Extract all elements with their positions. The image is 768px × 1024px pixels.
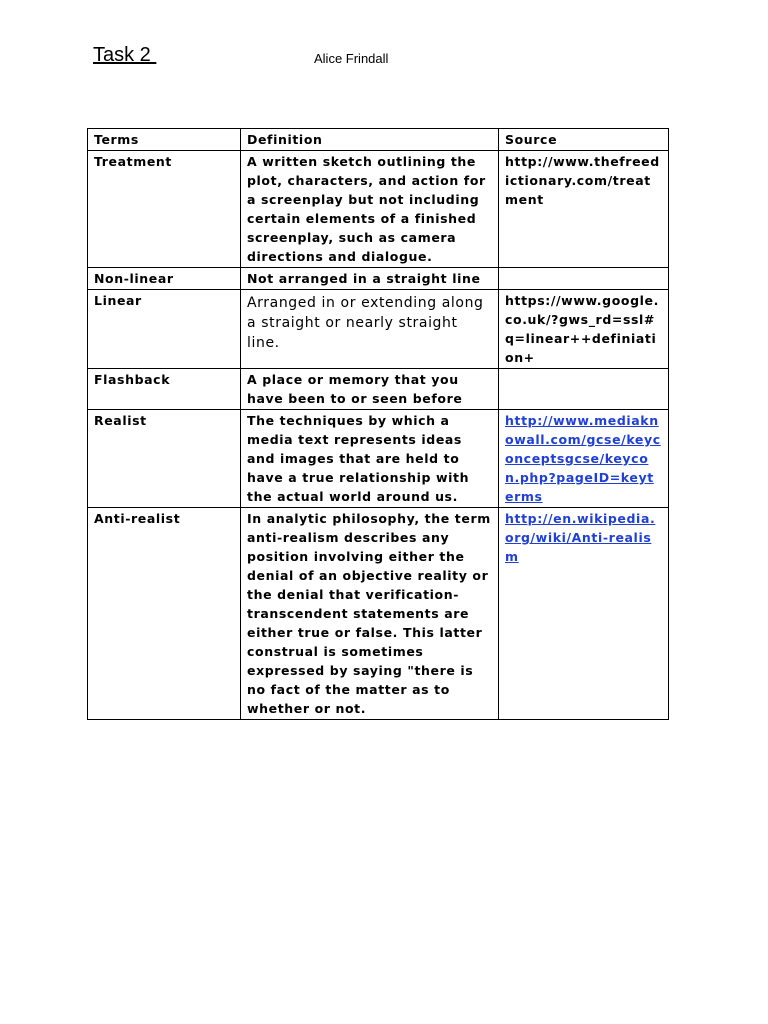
author-name: Alice Frindall [314,51,389,66]
source-cell [499,268,669,290]
source-cell [499,290,669,369]
definition-cell: A written sketch outlining the plot, characters, and action for a screenplay but not including certain elements of a finished screenplay, such as camera directions and dialogue. [241,151,499,268]
source-text: http://www.thefreedictionary.com/treatment [505,154,660,207]
term-cell: Treatment [88,151,241,268]
definition-cell: Not arranged in a straight line [241,268,499,290]
source-link[interactable]: http://en.wikipedia.org/wiki/Anti-realism [505,511,656,564]
source-cell [499,369,669,410]
term-cell: Linear [88,290,241,369]
document-title: Task 2 [93,44,157,66]
table-row [88,369,669,410]
source-cell [499,508,669,720]
source-text: https://www.google.co.uk/?gws_rd=ssl#q=linear++definiation+ [505,293,659,365]
term-cell: Non-linear [88,268,241,290]
term-cell: Realist [88,410,241,508]
definition-text: Arranged in or extending along a straight or nearly straight line. [247,295,484,351]
table-header-row [88,129,669,151]
table-row [88,151,669,268]
table-row [88,410,669,508]
terms-table [87,128,669,720]
column-header-source: Source [499,129,669,151]
table-row [88,290,669,369]
table-row [88,508,669,720]
term-cell: Flashback [88,369,241,410]
definition-cell [241,290,499,369]
term-cell: Anti-realist [88,508,241,720]
column-header-terms: Terms [88,129,241,151]
column-header-definition: Definition [241,129,499,151]
source-cell [499,151,669,268]
source-link[interactable]: http://www.mediaknowall.com/gcse/keyconceptsgcse/keycon.php?pageID=keyterms [505,413,661,504]
definition-cell: In analytic philosophy, the term anti-realism describes any position involving either the denial of an objective reality or the denial that verification-transcendent statements are either true or false. This latter construal is sometimes expressed by saying "there is no fact of the matter as to whether or not. [241,508,499,720]
table-row [88,268,669,290]
definition-cell: The techniques by which a media text represents ideas and images that are held to have a true relationship with the actual world around us. [241,410,499,508]
source-cell [499,410,669,508]
definition-cell: A place or memory that you have been to or seen before [241,369,499,410]
